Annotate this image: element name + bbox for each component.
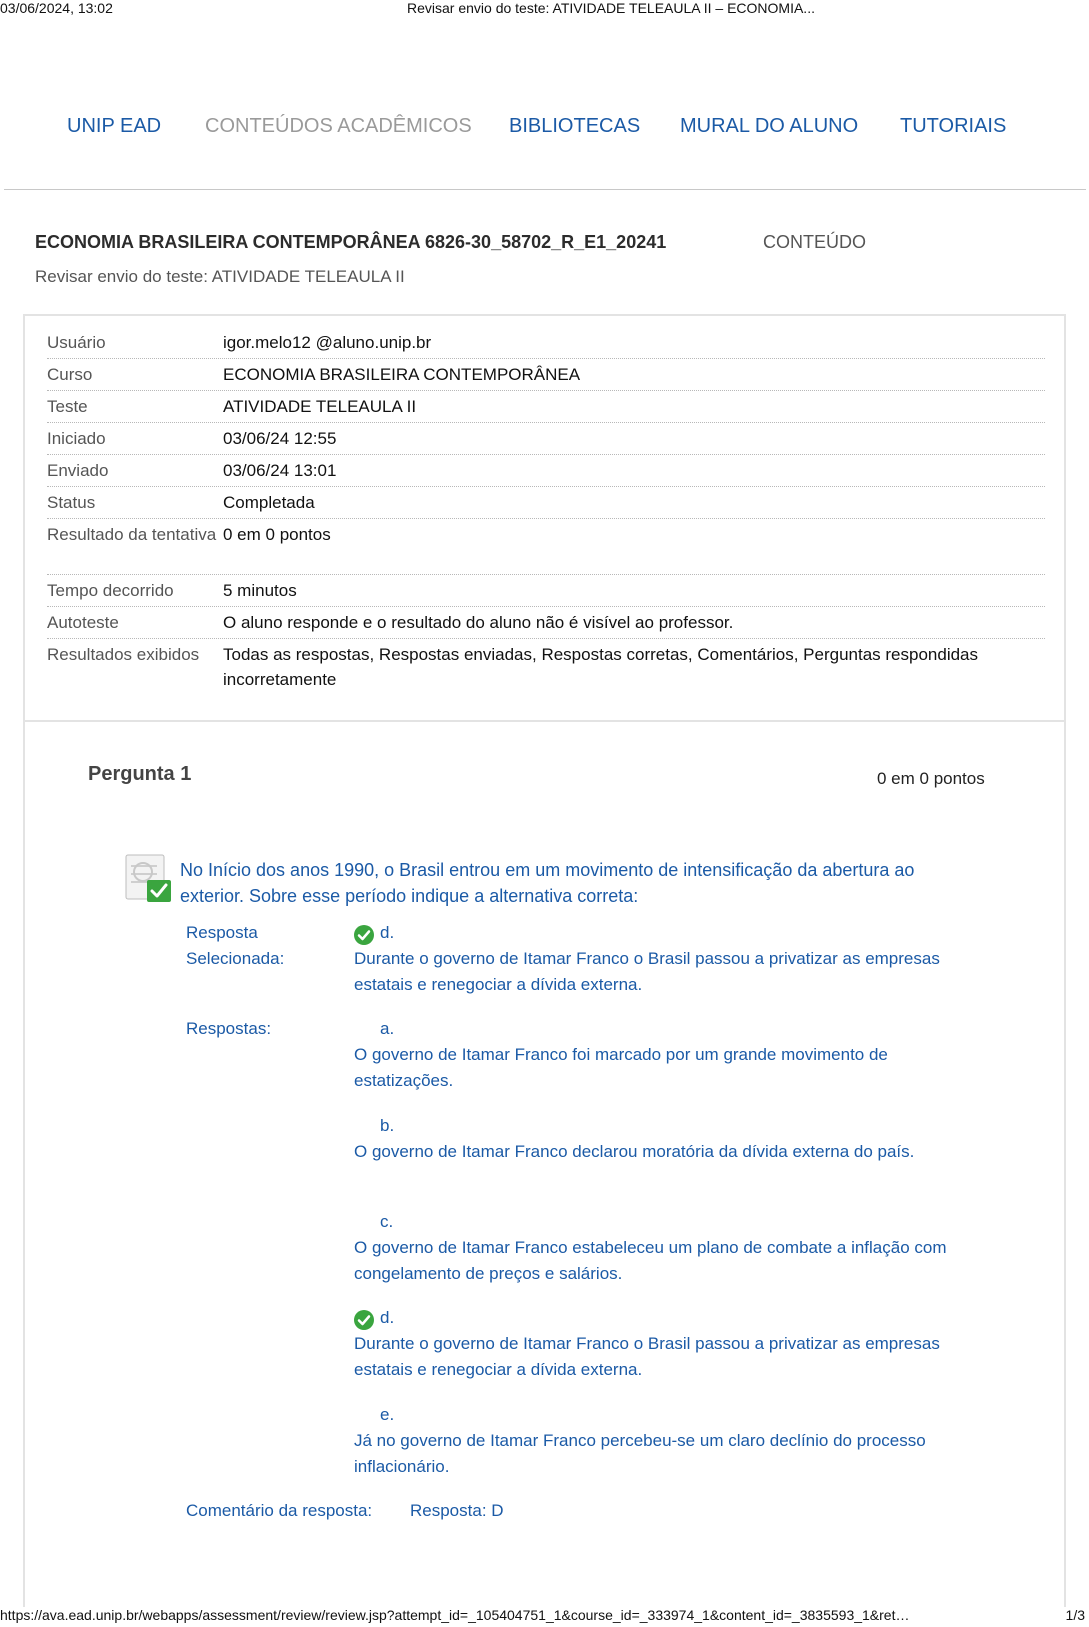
correct-question-icon (125, 854, 173, 904)
selected-answer-label: Resposta Selecionada: (186, 923, 285, 968)
top-nav (0, 115, 1089, 145)
print-title: Revisar envio do teste: ATIVIDADE TELEAULA II – ECONOMIA... (407, 0, 815, 16)
question-text: No Início dos anos 1990, o Brasil entrou em um movimento de intensificação da abertura ao exterior. Sobre esse período indique a alternativa correta: (180, 860, 915, 906)
info-key: Resultado da tentativa (47, 525, 217, 544)
info-row-resultado (47, 518, 1045, 575)
comment-label: Comentário da resposta: (186, 1501, 373, 1520)
info-value: Todas as respostas, Respostas enviadas, Respostas corretas, Comentários, Perguntas respondidas incorretamente (223, 645, 979, 689)
info-row-iniciado (47, 422, 1045, 455)
nav-bibliotecas[interactable]: BIBLIOTECAS (509, 115, 641, 137)
answer-c-letter: c. (380, 1212, 394, 1231)
info-row-curso (47, 358, 1045, 391)
info-row-status (47, 486, 1045, 519)
correct-check-icon (354, 1310, 374, 1330)
info-key: Teste (47, 397, 88, 416)
info-row-enviado (47, 454, 1045, 487)
nav-divider (4, 189, 1086, 190)
info-key: Autoteste (47, 613, 119, 632)
info-key: Usuário (47, 333, 106, 352)
info-value: O aluno responde e o resultado do aluno não é visível ao professor. (223, 613, 734, 632)
info-key: Tempo decorrido (47, 581, 174, 600)
info-row-usuario (47, 326, 1045, 359)
selected-answer-text: Durante o governo de Itamar Franco o Brasil passou a privatizar as empresas estatais e renegociar a dívida externa. (354, 949, 940, 994)
answer-b-letter: b. (380, 1116, 395, 1135)
answer-e-letter: e. (380, 1405, 395, 1424)
info-value: ATIVIDADE TELEAULA II (223, 397, 417, 416)
content-link[interactable]: CONTEÚDO (763, 232, 866, 252)
course-title[interactable]: ECONOMIA BRASILEIRA CONTEMPORÂNEA 6826-30_58702_R_E1_20241 (35, 232, 667, 252)
info-row-resultados-exibidos (47, 638, 1045, 698)
page-subtitle: Revisar envio do teste: ATIVIDADE TELEAULA II (35, 267, 405, 286)
attempt-info-table (23, 314, 1066, 722)
answer-e-text: Já no governo de Itamar Franco percebeu-se um claro declínio do processo inflacionário. (354, 1431, 926, 1476)
info-value: 03/06/24 13:01 (223, 461, 337, 480)
comment-text: Resposta: D (410, 1501, 504, 1520)
correct-check-icon (354, 925, 374, 945)
info-row-teste (47, 390, 1045, 423)
answer-d-text: Durante o governo de Itamar Franco o Brasil passou a privatizar as empresas estatais e renegociar a dívida externa. (354, 1334, 940, 1379)
info-row-autoteste (47, 606, 1045, 639)
answer-a-letter: a. (380, 1019, 395, 1038)
info-value: 03/06/24 12:55 (223, 429, 337, 448)
print-date: 03/06/2024, 13:02 (0, 0, 113, 16)
info-value: Completada (223, 493, 315, 512)
info-key: Iniciado (47, 429, 106, 448)
answers-label: Respostas: (186, 1019, 272, 1038)
nav-conteudos-academicos[interactable]: CONTEÚDOS ACADÊMICOS (205, 115, 472, 137)
info-key: Resultados exibidos (47, 645, 200, 664)
nav-mural-do-aluno[interactable]: MURAL DO ALUNO (680, 115, 859, 137)
nav-unip-ead[interactable]: UNIP EAD (67, 115, 162, 137)
info-row-tempo (47, 574, 1045, 607)
answer-c-text: O governo de Itamar Franco estabeleceu um plano de combate a inflação com congelamento de preços e salários. (354, 1238, 947, 1283)
print-header (0, 0, 1089, 18)
nav-tutoriais[interactable]: TUTORIAIS (900, 115, 1007, 137)
print-footer (0, 1607, 1089, 1627)
info-value: 5 minutos (223, 581, 297, 600)
answer-d-letter: d. (380, 1308, 395, 1327)
question-title: Pergunta 1 (88, 763, 192, 785)
page-url: https://ava.ead.unip.br/webapps/assessment/review/review.jsp?attempt_id=_105404751_1&course_id=_333974_1&content_id=_3835593_1&ret… (0, 1607, 910, 1623)
selected-answer-letter: d. (380, 923, 395, 942)
answer-b-text: O governo de Itamar Franco declarou moratória da dívida externa do país. (354, 1142, 915, 1161)
info-key: Enviado (47, 461, 109, 480)
answer-a-text: O governo de Itamar Franco foi marcado por um grande movimento de estatizações. (354, 1045, 888, 1090)
info-value: igor.melo12 @aluno.unip.br (223, 333, 432, 352)
info-key: Curso (47, 365, 93, 384)
page-number: 1/3 (1065, 1607, 1085, 1623)
question-points: 0 em 0 pontos (877, 769, 985, 788)
info-key: Status (47, 493, 96, 512)
info-value: 0 em 0 pontos (223, 525, 331, 544)
info-value: ECONOMIA BRASILEIRA CONTEMPORÂNEA (223, 365, 581, 384)
